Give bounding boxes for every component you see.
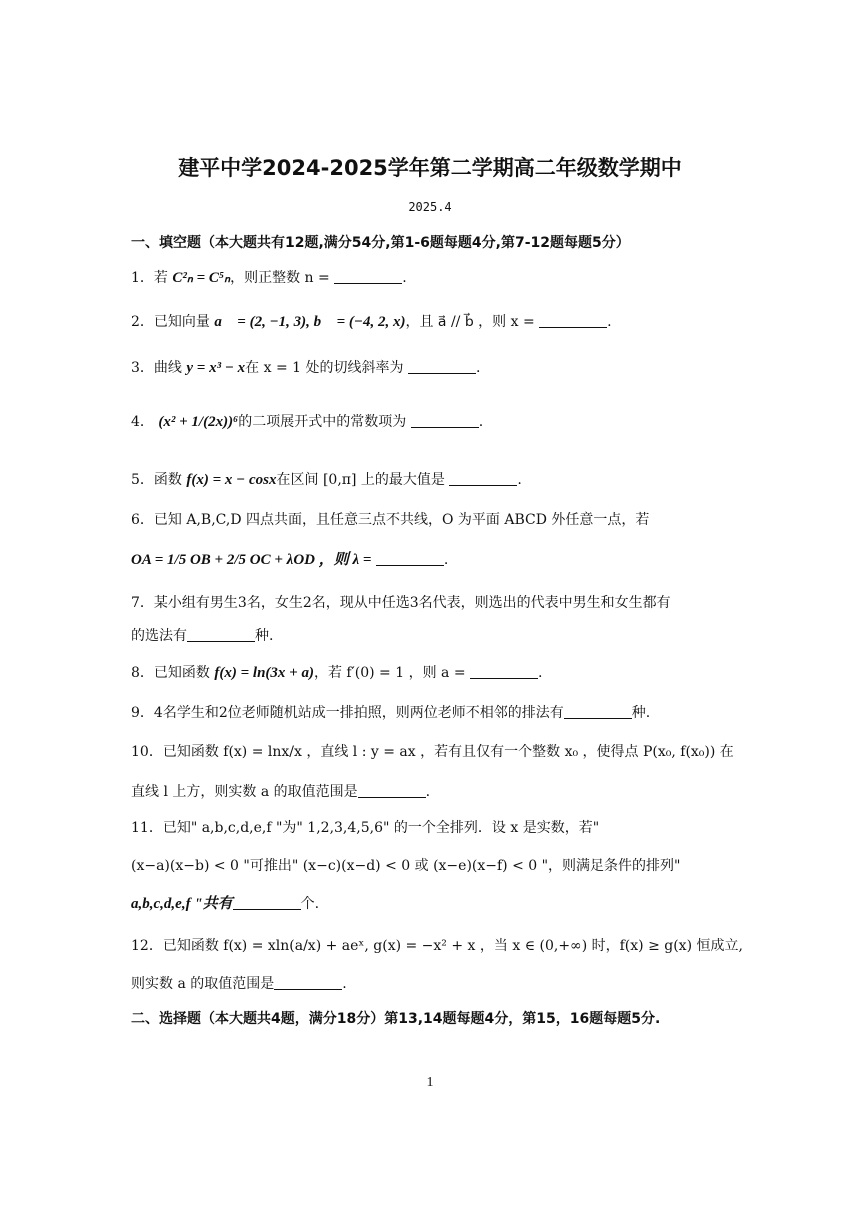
question-2: 2．已知向量 a⃗ = (2, −1, 3), b⃗ = (−4, 2, x)，且 a⃗ // b⃗ ，则 x = .	[131, 314, 612, 330]
section-heading-fill-in: 一、填空题（本大题共有12题,满分54分,第1-6题每题4分,第7-12题每题5分）	[131, 235, 630, 251]
formula: (x² + 1/(2x))⁶	[158, 414, 239, 430]
answer-blank	[408, 359, 476, 374]
formula: y = x³ − x	[186, 360, 246, 376]
answer-blank	[334, 269, 402, 284]
question-7-line-1: 7．某小组有男生3名，女生2名，现从中任选3名代表，则选出的代表中男生和女生都有	[131, 595, 671, 611]
answer-blank	[470, 664, 538, 679]
answer-blank	[187, 627, 255, 642]
question-5: 5．函数 f(x) = x − cosx在区间 [0,π] 上的最大值是 .	[131, 472, 522, 488]
formula: C²ₙ = C⁵ₙ	[172, 270, 231, 286]
formula: a⃗ = (2, −1, 3), b⃗ = (−4, 2, x)	[214, 314, 406, 330]
page-title: 建平中学2024-2025学年第二学期高二年级数学期中	[178, 156, 682, 180]
question-11-line-1: 11．已知" a,b,c,d,e,f "为" 1,2,3,4,5,6" 的一个全排列．设 x 是实数，若"	[131, 820, 600, 836]
question-6-line-2: OA = 1/5 OB + 2/5 OC + λOD ，则 λ = .	[131, 552, 449, 568]
formula: f(x) = x − cosx	[186, 472, 277, 488]
answer-blank	[376, 551, 444, 566]
answer-blank	[564, 704, 632, 719]
answer-blank	[539, 313, 607, 328]
answer-blank	[358, 783, 426, 798]
answer-blank	[274, 975, 342, 990]
question-11-line-3: a,b,c,d,e,f "共有 个.	[131, 896, 320, 912]
page-number: 1	[426, 1075, 434, 1090]
question-10-line-2: 直线 l 上方，则实数 a 的取值范围是 .	[131, 784, 431, 800]
question-6-line-1: 6．已知 A,B,C,D 四点共面，且任意三点不共线，O 为平面 ABCD 外任意一点，若	[131, 512, 650, 528]
question-7-line-2: 的选法有 种.	[131, 628, 274, 644]
question-10-line-1: 10．已知函数 f(x) = lnx/x ，直线 l : y = ax ，若有且仅有一个整数 x₀ ，使得点 P(x₀, f(x₀)) 在	[131, 744, 734, 760]
formula: f(x) = ln(3x + a)	[214, 665, 314, 681]
question-12-line-2: 则实数 a 的取值范围是 .	[131, 976, 347, 992]
section-heading-multiple-choice: 二、选择题（本大题共4题，满分18分）第13,14题每题4分，第15，16题每题5分.	[131, 1011, 661, 1027]
question-8: 8．已知函数 f(x) = ln(3x + a)，若 f′(0) = 1 ，则 a = .	[131, 665, 543, 681]
question-3: 3．曲线 y = x³ − x在 x = 1 处的切线斜率为 .	[131, 360, 481, 376]
exam-date: 2025.4	[408, 200, 452, 214]
question-11-line-2: (x−a)(x−b) < 0 "可推出" (x−c)(x−d) < 0 或 (x−e)(x−f) < 0 "，则满足条件的排列"	[131, 858, 681, 874]
question-9: 9．4名学生和2位老师随机站成一排拍照，则两位老师不相邻的排法有 种.	[131, 705, 651, 721]
answer-blank	[449, 471, 517, 486]
question-4: 4． (x² + 1/(2x))⁶的二项展开式中的常数项为 .	[131, 414, 484, 430]
answer-blank	[411, 413, 479, 428]
answer-blank	[233, 895, 301, 910]
question-1: 1．若 C²ₙ = C⁵ₙ，则正整数 n = .	[131, 270, 407, 286]
question-12-line-1: 12．已知函数 f(x) = xln(a/x) + aeˣ, g(x) = −x² + x ，当 x ∈ (0,+∞) 时，f(x) ≥ g(x) 恒成立,	[131, 938, 743, 954]
